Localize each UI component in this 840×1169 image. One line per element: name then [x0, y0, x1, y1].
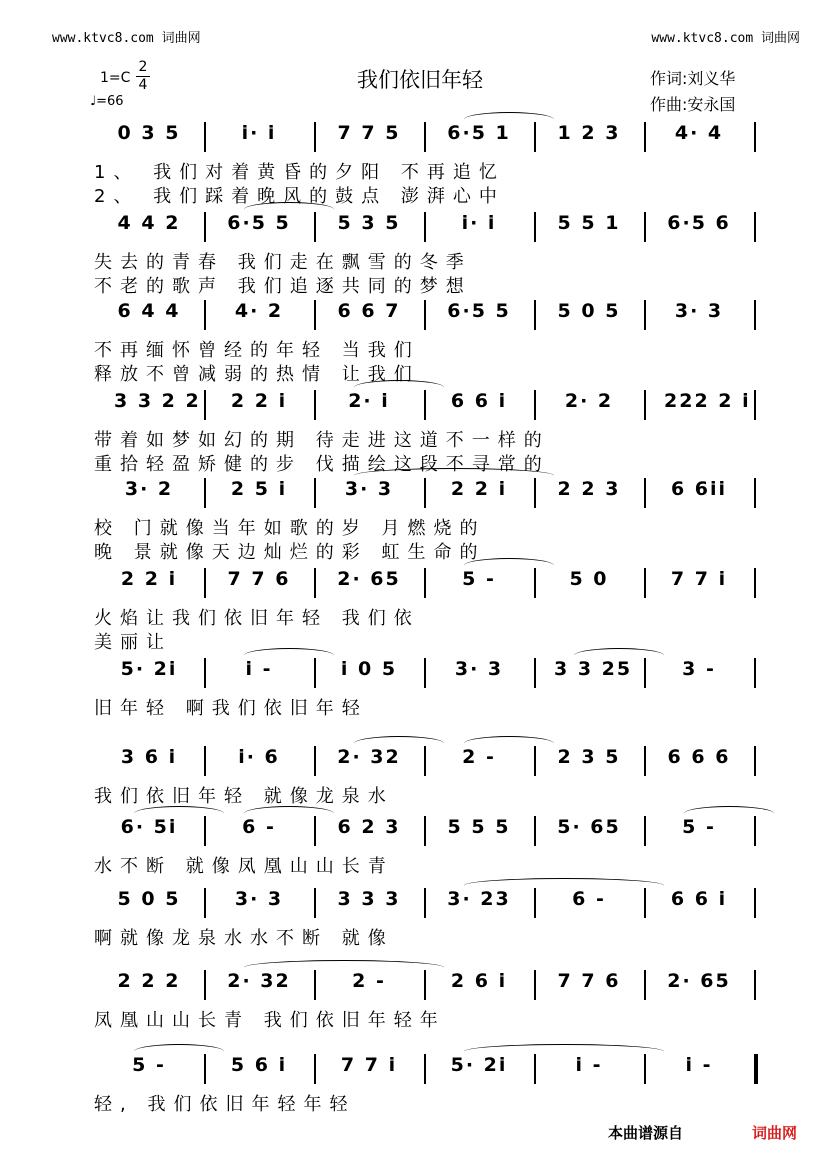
- barline: [534, 816, 536, 846]
- measure-notes: 5· 2i: [450, 1054, 508, 1076]
- barline: [644, 746, 646, 776]
- measure-notes: 3 -: [682, 658, 716, 680]
- barline: [424, 212, 426, 242]
- barline: [424, 888, 426, 918]
- lyric-line-2: 晚 景就像天边灿烂的彩 虹生命的: [94, 542, 486, 563]
- site-url-right[interactable]: www.ktvc8.com 词曲网: [651, 31, 800, 46]
- notation-row: [94, 742, 754, 778]
- barline: [644, 816, 646, 846]
- measure-notes: 6 6 i: [670, 888, 728, 910]
- measure-notes: 3· 3: [674, 300, 724, 322]
- lyric-line-1: 不再缅怀曾经的年轻 当我们: [94, 340, 420, 361]
- lyric-line-2: 2、 我们踩着晚风的鼓点 澎湃心中: [94, 186, 505, 207]
- lyric-line-2: 重拾轻盈矫健的步 伐描绘这段不寻常的: [94, 454, 550, 475]
- measure-notes: 6·5 5: [447, 300, 511, 322]
- barline: [644, 212, 646, 242]
- tie-arc: [354, 468, 554, 483]
- measure-notes: 7 7 5: [337, 122, 401, 144]
- measure-notes: 3· 2: [124, 478, 174, 500]
- barline: [424, 658, 426, 688]
- notation-row: [94, 812, 754, 848]
- barline: [644, 390, 646, 420]
- tie-arc: [134, 1044, 224, 1059]
- barline: [754, 1054, 758, 1084]
- barline: [754, 300, 756, 330]
- measure-notes: 6 -: [572, 888, 606, 910]
- measure-notes: 0 3 5: [117, 122, 181, 144]
- measure-notes: 6·5 5: [227, 212, 291, 234]
- barline: [534, 390, 536, 420]
- tie-arc: [244, 806, 334, 821]
- lyric-line-2: 美丽让: [94, 632, 172, 653]
- tie-arc: [464, 1044, 664, 1059]
- measure-notes: 6 4 4: [117, 300, 181, 322]
- barline: [534, 970, 536, 1000]
- measure-notes: 5 0 5: [117, 888, 181, 910]
- score-system: [94, 474, 754, 564]
- lyric-line-1: 1、 我们对着黄昏的夕阳 不再追忆: [94, 162, 505, 183]
- measure-notes: 6 6 i: [450, 390, 508, 412]
- barline: [644, 122, 646, 152]
- tempo-marking: ♩=66: [90, 94, 124, 109]
- barline: [754, 746, 756, 776]
- measure-notes: 2· 2: [564, 390, 614, 412]
- barline: [424, 816, 426, 846]
- measure-notes: i· 6: [238, 746, 280, 768]
- barline: [204, 212, 206, 242]
- tie-arc: [244, 202, 334, 217]
- source-brand[interactable]: 词曲网: [752, 1124, 798, 1142]
- tie-arc: [464, 112, 554, 127]
- measure-notes: 5 3 5: [337, 212, 401, 234]
- barline: [424, 568, 426, 598]
- lyric-line-1: 我们依旧年轻 就像龙泉水: [94, 786, 394, 807]
- barline: [534, 300, 536, 330]
- tie-arc: [244, 648, 334, 663]
- measure-notes: 5 5 1: [557, 212, 621, 234]
- barline: [534, 212, 536, 242]
- measure-notes: 3 3 2 2: [114, 390, 201, 412]
- barline: [314, 568, 316, 598]
- measure-notes: 6 2 3: [337, 816, 401, 838]
- measure-notes: 5· 2i: [120, 658, 178, 680]
- lyric-line-1: 校 门就像当年如歌的岁 月燃烧的: [94, 518, 486, 539]
- measure-notes: 2 5 i: [230, 478, 288, 500]
- tie-arc: [684, 806, 774, 821]
- score-system: [94, 884, 754, 974]
- measure-notes: i 0 5: [340, 658, 398, 680]
- tie-arc: [244, 960, 444, 975]
- time-signature: [136, 60, 150, 93]
- measure-notes: 5 0: [569, 568, 609, 590]
- barline: [314, 888, 316, 918]
- barline: [314, 1054, 316, 1084]
- measure-notes: i -: [685, 1054, 713, 1076]
- measure-notes: 7 7 i: [340, 1054, 398, 1076]
- lyric-line-1: 旧年轻 啊我们依旧年轻: [94, 698, 368, 719]
- measure-notes: 2· 32: [227, 970, 291, 992]
- measure-notes: 6·5 1: [447, 122, 511, 144]
- measure-notes: 5 -: [132, 1054, 166, 1076]
- measure-notes: 2 2 3: [557, 478, 621, 500]
- measure-notes: i -: [575, 1054, 603, 1076]
- measure-notes: 6 6ii: [670, 478, 728, 500]
- time-signature-top: 2: [138, 59, 148, 75]
- barline: [314, 746, 316, 776]
- barline: [644, 300, 646, 330]
- time-signature-bottom: 4: [138, 77, 148, 93]
- barline: [754, 212, 756, 242]
- measure-notes: 3 6 i: [120, 746, 178, 768]
- lyric-line-2: 不老的歌声 我们追逐共同的梦想: [94, 276, 472, 297]
- notation-row: [94, 966, 754, 1002]
- score-system: [94, 966, 754, 1056]
- barline: [204, 122, 206, 152]
- measure-notes: 2 2 2: [117, 970, 181, 992]
- tie-arc: [464, 736, 554, 751]
- measure-notes: 2· i: [348, 390, 390, 412]
- barline: [204, 970, 206, 1000]
- score-system: [94, 564, 754, 654]
- measure-notes: 3· 3: [344, 478, 394, 500]
- measure-notes: 6·5 6: [667, 212, 731, 234]
- barline: [754, 970, 756, 1000]
- notation-row: [94, 654, 754, 690]
- lyric-line-1: 凤凰山山长青 我们依旧年轻年: [94, 1010, 446, 1031]
- notation-row: [94, 564, 754, 600]
- barline: [754, 888, 756, 918]
- tie-arc: [464, 558, 554, 573]
- notation-row: [94, 208, 754, 244]
- measure-notes: 1 2 3: [557, 122, 621, 144]
- score-system: [94, 654, 754, 744]
- measure-notes: 4· 2: [234, 300, 284, 322]
- lyric-line-2: 释放不曾减弱的热情 让我们: [94, 364, 420, 385]
- barline: [314, 122, 316, 152]
- measure-notes: i· i: [461, 212, 497, 234]
- barline: [314, 390, 316, 420]
- score-system: [94, 208, 754, 298]
- barline: [754, 390, 756, 420]
- barline: [424, 122, 426, 152]
- measure-notes: 3 3 3: [337, 888, 401, 910]
- barline: [644, 478, 646, 508]
- measure-notes: 2 2 i: [450, 478, 508, 500]
- measure-notes: 3· 23: [447, 888, 511, 910]
- measure-notes: 2· 65: [667, 970, 731, 992]
- measure-notes: i -: [245, 658, 273, 680]
- measure-notes: 4· 4: [674, 122, 724, 144]
- measure-notes: 5 0 5: [557, 300, 621, 322]
- left-watermark-strip: [0, 0, 14, 1169]
- score-system: [94, 118, 754, 208]
- composer-credit: 作曲:安永国: [650, 95, 736, 114]
- notation-row: [94, 296, 754, 332]
- measure-notes: 2 3 5: [557, 746, 621, 768]
- measure-notes: 2 2 i: [230, 390, 288, 412]
- right-watermark-strip: [826, 0, 840, 1169]
- measure-notes: 2 6 i: [450, 970, 508, 992]
- barline: [204, 390, 206, 420]
- lyric-line-1: 水不断 就像凤凰山山长青: [94, 856, 394, 877]
- barline: [754, 478, 756, 508]
- tie-arc: [464, 878, 664, 893]
- lyric-line-1: 火焰让我们依旧年轻 我们依: [94, 608, 420, 629]
- measure-notes: 5 -: [462, 568, 496, 590]
- measure-notes: 4 4 2: [117, 212, 181, 234]
- barline: [204, 746, 206, 776]
- barline: [314, 478, 316, 508]
- measure-notes: 6· 5i: [120, 816, 178, 838]
- measure-notes: i· i: [241, 122, 277, 144]
- measure-notes: 3· 3: [454, 658, 504, 680]
- measure-notes: 7 7 6: [557, 970, 621, 992]
- measure-notes: 5 5 5: [447, 816, 511, 838]
- barline: [424, 300, 426, 330]
- notation-row: [94, 118, 754, 154]
- measure-notes: 3· 3: [234, 888, 284, 910]
- notation-row: [94, 884, 754, 920]
- song-title: 我们依旧年轻: [357, 68, 483, 92]
- measure-notes: 6 6 7: [337, 300, 401, 322]
- barline: [204, 888, 206, 918]
- measure-notes: 3 3 25: [554, 658, 633, 680]
- tie-arc: [354, 380, 444, 395]
- measure-notes: 7 7 i: [670, 568, 728, 590]
- score-system: [94, 296, 754, 386]
- lyric-line-1: 啊就像龙泉水水不断 就像: [94, 928, 394, 949]
- measure-notes: 222 2 i: [664, 390, 751, 412]
- tie-arc: [134, 806, 224, 821]
- measure-notes: 7 7 6: [227, 568, 291, 590]
- lyric-line-1: 带着如梦如幻的期 待走进这道不一样的: [94, 430, 550, 451]
- measure-notes: 2· 32: [337, 746, 401, 768]
- barline: [204, 478, 206, 508]
- measure-notes: 2 -: [462, 746, 496, 768]
- barline: [204, 658, 206, 688]
- measure-notes: 5· 65: [557, 816, 621, 838]
- measure-notes: 2· 65: [337, 568, 401, 590]
- site-url-left[interactable]: www.ktvc8.com 词曲网: [52, 31, 201, 46]
- measure-notes: 5 -: [682, 816, 716, 838]
- measure-notes: 5 6 i: [230, 1054, 288, 1076]
- barline: [424, 1054, 426, 1084]
- tie-arc: [354, 736, 444, 751]
- barline: [314, 300, 316, 330]
- notation-row: [94, 386, 754, 422]
- barline: [754, 568, 756, 598]
- lyricist-credit: 作词:刘义华: [650, 69, 736, 88]
- lyric-line-1: 失去的青春 我们走在飘雪的冬季: [94, 252, 472, 273]
- barline: [754, 122, 756, 152]
- measure-notes: 6 6 6: [667, 746, 731, 768]
- lyric-line-1: 轻, 我们依旧年轻年轻: [94, 1094, 356, 1115]
- key-signature: 1=C: [100, 70, 131, 86]
- score-system: [94, 386, 754, 476]
- barline: [534, 658, 536, 688]
- measure-notes: 6 -: [242, 816, 276, 838]
- tie-arc: [574, 648, 664, 663]
- notation-row: [94, 1050, 754, 1086]
- measure-notes: 2 -: [352, 970, 386, 992]
- barline: [204, 568, 206, 598]
- barline: [754, 658, 756, 688]
- barline: [204, 300, 206, 330]
- notation-row: [94, 474, 754, 510]
- source-note: 本曲谱源自: [608, 1124, 684, 1142]
- barline: [644, 970, 646, 1000]
- barline: [644, 568, 646, 598]
- measure-notes: 2 2 i: [120, 568, 178, 590]
